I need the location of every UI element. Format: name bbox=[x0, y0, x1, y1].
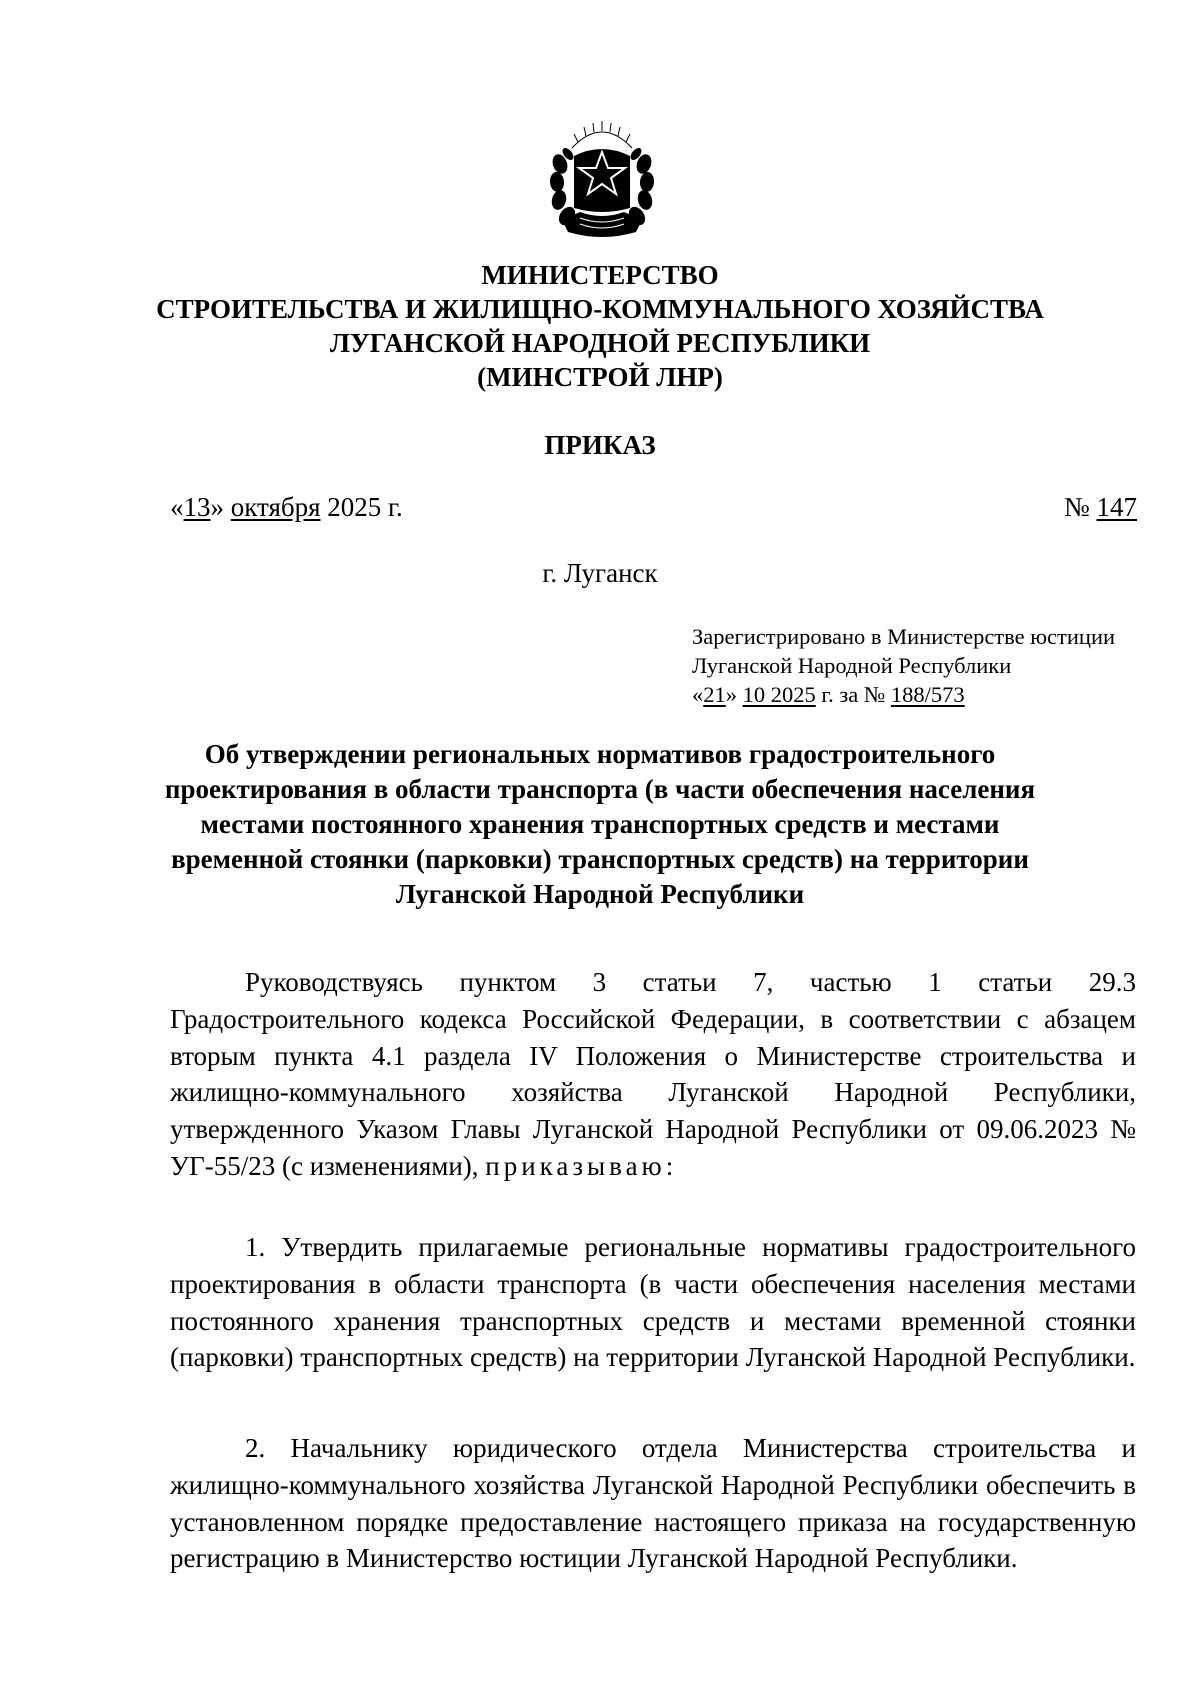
registration-number: 188/573 bbox=[890, 682, 965, 707]
ministry-header-line: (МИНСТРОЙ ЛНР) bbox=[477, 362, 723, 392]
ministry-header-line: СТРОИТЕЛЬСТВА И ЖИЛИЩНО-КОММУНАЛЬНОГО ХОЗЯЙСТВА bbox=[156, 294, 1044, 324]
order-item-1 bbox=[170, 1229, 1136, 1376]
city: г. Луганск bbox=[542, 558, 658, 588]
subject-line: местами постоянного хранения транспортных средств и местами bbox=[200, 809, 1000, 839]
date-month: октября bbox=[230, 492, 321, 522]
number-sign: № bbox=[1063, 492, 1090, 522]
number-sign: № bbox=[863, 682, 886, 707]
ministry-header-line: МИНИСТЕРСТВО bbox=[481, 260, 719, 290]
order-item-text: 2. Начальнику юридического отдела Министерства строительства и жилищно-коммунального хозяйства Луганской Народной Республики обеспечить в установленном порядке предоставление настоящего приказа на государственную регистрацию в Министерство юстиции Луганской Народной Республики. bbox=[170, 1433, 1136, 1574]
registration-line bbox=[692, 680, 1142, 709]
quote-open: « bbox=[170, 492, 184, 522]
quote-close: » bbox=[725, 682, 737, 707]
registration-day: 21 bbox=[703, 682, 726, 707]
lnr-coat-of-arms-icon bbox=[550, 112, 654, 244]
registration-line: Зарегистрировано в Министерстве юстиции bbox=[692, 624, 1116, 649]
order-date bbox=[170, 490, 403, 524]
preamble-paragraph bbox=[170, 964, 1136, 1185]
registration-line: Луганской Народной Республики bbox=[692, 653, 1012, 678]
registration-middle: г. за bbox=[821, 682, 859, 707]
registration-stamp bbox=[692, 622, 1142, 709]
order-number bbox=[1064, 490, 1137, 524]
order-word: приказываю: bbox=[485, 1150, 678, 1181]
date-day: 13 bbox=[183, 492, 211, 522]
quote-open: « bbox=[692, 682, 704, 707]
registration-month-year: 10 2025 bbox=[742, 682, 816, 707]
date-year: 2025 г. bbox=[327, 492, 403, 522]
ministry-header-line: ЛУГАНСКОЙ НАРОДНОЙ РЕСПУБЛИКИ bbox=[329, 328, 871, 358]
subject-line: Об утверждении региональных нормативов градостроительного bbox=[204, 739, 996, 769]
preamble-text: Руководствуясь пунктом 3 статьи 7, частью 1 статьи 29.3 Градостроительного кодекса Российской Федерации, в соответствии с абзацем вторым пункта 4.1 раздела IV Положения о Министерстве строительства и жилищно-коммунального хозяйства Луганской Народной Республики, утвержденного Указом Главы Луганской Народной Республики от 09.06.2023 № УГ-55/23 (с изменениями), bbox=[170, 967, 1136, 1181]
quote-close: » bbox=[210, 492, 224, 522]
order-subject bbox=[150, 737, 1050, 912]
subject-line: проектирования в области транспорта (в части обеспечения населения bbox=[164, 774, 1036, 804]
order-item-2 bbox=[170, 1430, 1136, 1577]
order-title: ПРИКАЗ bbox=[544, 430, 656, 460]
ministry-header bbox=[120, 258, 1080, 394]
order-number-value: 147 bbox=[1096, 492, 1137, 522]
date-number-row bbox=[170, 490, 1137, 524]
subject-line: Луганской Народной Республики bbox=[395, 879, 805, 909]
subject-line: временной стоянки (парковки) транспортных средств) на территории bbox=[171, 844, 1029, 874]
order-item-text: 1. Утвердить прилагаемые региональные нормативы градостроительного проектирования в области транспорта (в части обеспечения населения местами постоянного хранения транспортных средств и местами временной стоянки (парковки) транспортных средств) на территории Луганской Народной Республики. bbox=[170, 1232, 1136, 1373]
